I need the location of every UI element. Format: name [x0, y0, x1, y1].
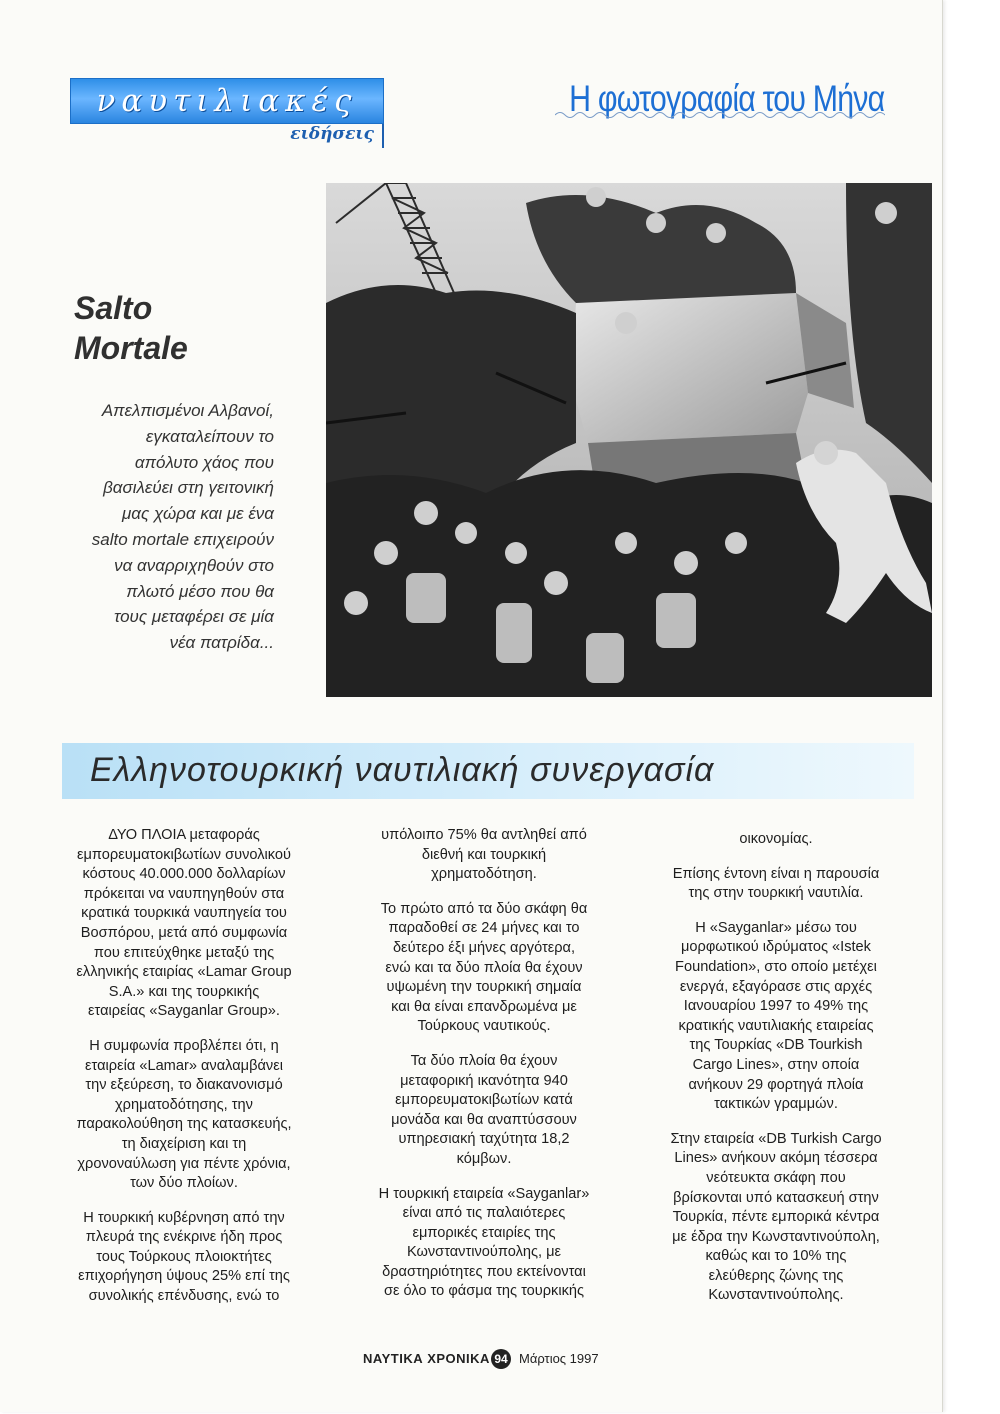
article-line: και θα είναι επανδρωμένα με [391, 998, 577, 1015]
article-line: υψωμένη την τουρκική σημαία [386, 979, 582, 996]
article-line: Ιανουαρίου 1997 το 49% της [683, 998, 869, 1015]
article-line: οικονομίας. [739, 831, 813, 847]
caption-line: να αναρριχηθούν στο [114, 555, 274, 575]
article-line: διεθνή και τουρκική [421, 846, 547, 863]
article-paragraph [652, 830, 900, 850]
page-footer [0, 1349, 942, 1373]
article-line: χρηματοδότησης, την [115, 1096, 253, 1113]
article-line: εμπορικές εταιρίες της [412, 1224, 556, 1241]
article-line: που επιτεύχθηκε μεταξύ της [93, 944, 275, 961]
photo-feature-title [74, 288, 188, 368]
article-line: Η τουρκική εταιρεία «Sayganlar» [378, 1185, 590, 1202]
article-line: ελεύθερης ζώνης της [708, 1267, 844, 1284]
article-line: Στην εταιρεία «DB Turkish Cargo [670, 1130, 882, 1147]
article-paragraph [60, 1037, 308, 1194]
logo-subtitle: ειδήσεις [290, 124, 374, 144]
article-line: των δύο πλοίων. [130, 1175, 238, 1192]
article-line: ανήκουν 29 φορτηγά πλοία [688, 1076, 864, 1093]
article-line: με έδρα την Κωνσταντινούπολη, [672, 1228, 880, 1245]
article-line: κόμβων. [456, 1150, 512, 1167]
article-paragraph [360, 1185, 608, 1303]
photo-feature-title-line: Salto [74, 290, 153, 326]
article-line: χρηματοδότηση. [431, 866, 537, 883]
article-line: ενώ και τα δύο πλοία θα έχουν [385, 959, 583, 976]
article-paragraph [360, 1052, 608, 1170]
issue-date: Μάρτιος 1997 [519, 1351, 599, 1366]
article-banner [62, 743, 914, 799]
article-line: Τούρκους ναυτικούς. [417, 1018, 551, 1035]
photo-feature-title-line: Mortale [74, 330, 188, 366]
article-line: εταιρεία «Lamar» αναλαμβάνει [85, 1057, 283, 1074]
article-line: Κωνσταντινούπολης, με [406, 1244, 562, 1261]
article-line: σε όλο το φάσμα της τουρκικής [383, 1283, 585, 1300]
article-line: συνολικής επένδυσης, ενώ το [88, 1288, 280, 1305]
article-title: Ελληνοτουρκική ναυτιλιακή συνεργασία [90, 751, 715, 789]
article-line: μορφωτικού ιδρύματος «Istek [681, 939, 871, 956]
article-paragraph [360, 900, 608, 1037]
article-line: υπηρεσιακή ταχύτητα 18,2 [398, 1131, 570, 1148]
caption-line: τους μεταφέρει σε μία [113, 607, 274, 627]
article-line: πρόκειται να ναυπηγηθούν στα [83, 885, 285, 902]
caption-line: πλωτό μέσο που θα [126, 581, 274, 601]
article-line: μεταφορική ικανότητα 940 [400, 1072, 568, 1089]
article-line: ΔΥΟ ΠΛΟΙΑ μεταφοράς [108, 827, 260, 843]
article-line: S.A.» και της τουρκικής [108, 983, 260, 1000]
article-paragraph [652, 919, 900, 1115]
article-line: τους Τούρκους πλοιοκτήτες [96, 1248, 272, 1265]
article-line: ενεργά, εξαγόρασε στις αρχές [679, 978, 873, 995]
article-line: Lines» ανήκουν ακόμη τέσσερα [674, 1150, 878, 1167]
article-line: δραστηριότητες που εκτείνονται [382, 1263, 586, 1280]
section-logo [70, 78, 382, 148]
article-paragraph [652, 865, 900, 904]
article-line: τακτικών γραμμών. [714, 1096, 838, 1113]
article-paragraph [60, 1209, 308, 1307]
article-line: Τουρκία, πέντε εμπορικά κέντρα [672, 1209, 880, 1226]
article-column-1 [60, 826, 308, 1322]
article-line: καθώς και το 10% της [705, 1248, 847, 1265]
magazine-name: ΝΑΥΤΙΚΑ ΧΡΟΝΙΚΑ [363, 1351, 490, 1366]
article-line: επιχορήγηση ύψους 25% επί της [78, 1268, 290, 1285]
caption-line: νέα πατρίδα... [169, 633, 274, 653]
photo-caption [60, 398, 274, 656]
article-line: Επίσης έντονη είναι η παρουσία [672, 865, 880, 882]
article-line: Foundation», στο οποίο μετέχει [675, 958, 877, 975]
caption-line: εγκαταλείπουν το [145, 426, 274, 446]
article-line: Η συμφωνία προβλέπει ότι, η [89, 1037, 279, 1054]
article-column-3 [652, 830, 900, 1321]
article-column-2 [360, 826, 608, 1317]
logo-band [70, 78, 384, 124]
article-line: μονάδα και θα αναπτύσσουν [391, 1111, 577, 1128]
article-line: χρονοναύλωση για πέντε χρόνια, [77, 1155, 291, 1172]
article-line: εμπορευματοκιβωτίων συνολικού [77, 846, 291, 863]
photo-of-month-heading: Η φωτογραφία του Μήνα [568, 78, 884, 119]
article-line: της στην τουρκική ναυτιλία. [688, 885, 864, 902]
article-line: παρακολούθηση της κατασκευής, [76, 1116, 292, 1133]
article-line: την εξεύρεση, το διακανονισμό [85, 1077, 283, 1094]
heading-underline-ornament [555, 108, 885, 122]
article-line: εμπορευματοκιβωτίων κατά [395, 1092, 573, 1109]
article-line: ελληνικής εταιρίας «Lamar Group [76, 964, 292, 981]
article-line: τη διαχείριση και τη [121, 1135, 247, 1152]
caption-line: απόλυτο χάος που [134, 452, 274, 472]
article-line: βρίσκονται υπό κατασκευή στην [673, 1189, 879, 1206]
article-line: πλευρά της ενέκρινε ήδη προς [85, 1229, 283, 1246]
article-line: Τα δύο πλοία θα έχουν [410, 1052, 558, 1069]
article-line: κρατικής ναυτιλιακής εταιρείας [678, 1017, 874, 1034]
article-line: κόστους 40.000.000 δολλαρίων [82, 866, 286, 883]
page-number-badge: 94 [491, 1349, 511, 1369]
article-line: δεύτερο έξι μήνες αργότερα, [392, 939, 576, 956]
photo-illustration [326, 183, 932, 697]
article-line: κρατικά τουρκικά ναυπηγεία του [81, 905, 287, 922]
logo-title: ναυτιλιακές [96, 83, 358, 119]
caption-line: salto mortale επιχειρούν [91, 529, 274, 549]
caption-line: βασιλεύει στη γειτονική [103, 478, 274, 498]
article-paragraph [60, 826, 308, 1022]
article-line: Βοσπόρου, μετά από συμφωνία [80, 924, 288, 941]
article-line: νεότευκτα σκάφη που [706, 1169, 846, 1186]
caption-line: μας χώρα και με ένα [121, 504, 274, 524]
article-line: Κωνσταντινούπολης. [708, 1287, 844, 1304]
caption-line: Απελπισμένοι Αλβανοί, [101, 401, 274, 420]
article-line: παραδοθεί σε 24 μήνες και το [388, 920, 580, 937]
article-line: είναι από τις παλαιότερες [402, 1205, 566, 1222]
article-line: υπόλοιπο 75% θα αντληθεί από [381, 827, 587, 843]
article-line: της Τουρκίας «DB Tourkish [689, 1037, 863, 1054]
article-line: εταιρείας «Sayganlar Group». [88, 1003, 280, 1020]
article-paragraph [652, 1130, 900, 1306]
article-line: Η τουρκική κυβέρνηση από την [83, 1209, 285, 1226]
article-line: Το πρώτο από τα δύο σκάφη θα [380, 900, 588, 917]
article-line: Η «Sayganlar» μέσω του [695, 919, 857, 936]
article-line: Cargo Lines», στην οποία [692, 1056, 860, 1073]
news-photo [326, 183, 932, 697]
article-paragraph [360, 826, 608, 885]
